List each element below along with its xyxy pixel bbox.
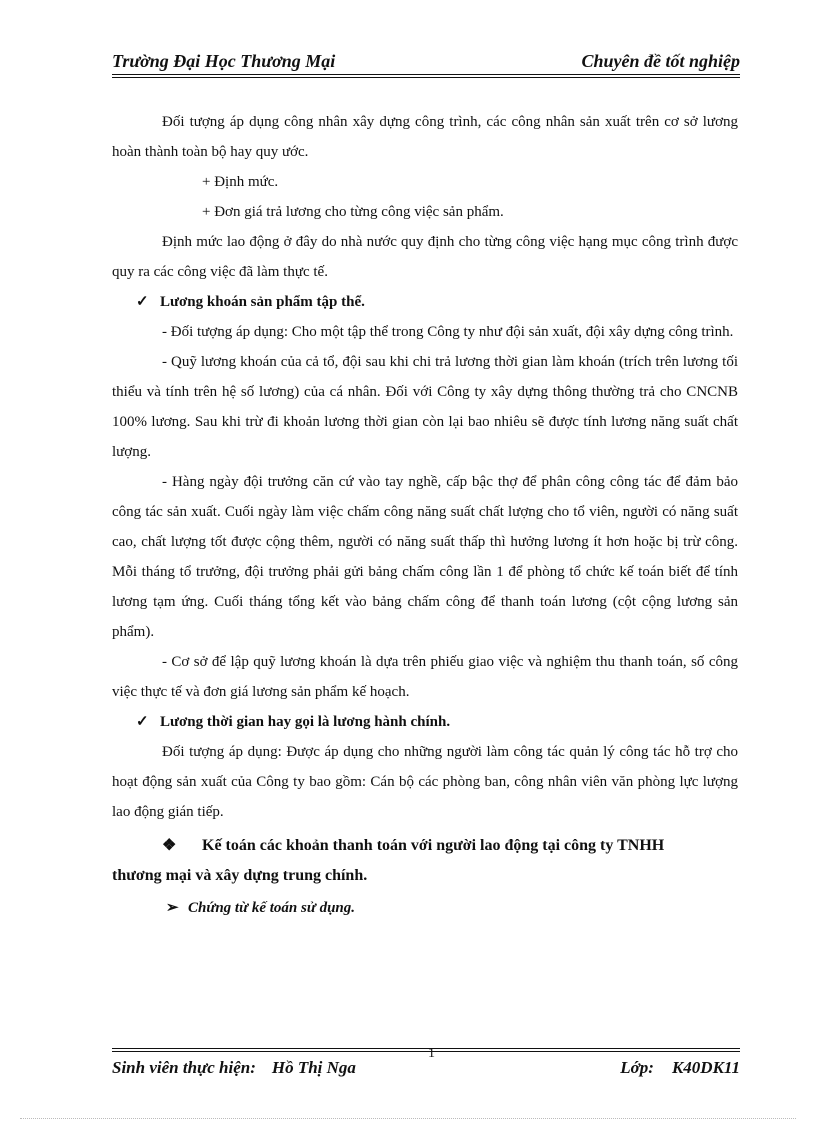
section-heading — [112, 287, 738, 317]
paragraph: - Hàng ngày đội trưởng căn cứ vào tay nghề, cấp bậc thợ để phân công công tác để đảm bảo công tác sản xuất. Cuối ngày làm việc chấm công năng suất chất lượng cho tổ viên, người có năng suất cao, chất lượng tốt được cộng thêm, người có năng suất thấp thì hưởng lương ít hơn hoặc bị trừ công. Mỗi tháng tổ trưởng, đội trưởng phải gửi bảng chấm công lần 1 để phòng tổ chức kế toán biết để tính lương tạm ứng. Cuối tháng tổng kết vào bảng chấm công để thanh toán lương (cột cộng lương sản phẩm). — [112, 474, 738, 640]
chapter-heading-text: Kế toán các khoản thanh toán với người lao động tại công ty TNHH — [202, 837, 665, 854]
page-number: 1 — [428, 1046, 435, 1061]
diamond-bullet-icon: ❖ — [162, 837, 177, 854]
arrow-bullet-icon: ➢ — [166, 900, 179, 916]
student-label: Sinh viên thực hiện: — [112, 1058, 256, 1077]
class-label: Lớp: — [620, 1058, 654, 1077]
checkmark-icon: ✓ — [136, 294, 149, 310]
page-bottom-border — [20, 1118, 796, 1119]
paragraph: Định mức lao động ở đây do nhà nước quy định cho từng công việc hạng mục công trình được quy ra các công việc đã làm thực tế. — [112, 234, 738, 280]
chapter-heading — [112, 831, 738, 861]
footer-student — [112, 1058, 356, 1078]
footer-class — [620, 1058, 740, 1078]
class-value: K40DK11 — [671, 1058, 740, 1077]
section-heading-text: Lương khoán sản phẩm tập thể. — [160, 294, 365, 310]
section-heading-text: Lương thời gian hay gọi là lương hành chính. — [160, 714, 451, 730]
header-report-title: Chuyên đề tốt nghiệp — [581, 51, 740, 71]
checkmark-icon: ✓ — [136, 714, 149, 730]
page-body — [112, 107, 738, 923]
header-school-name: Trường Đại Học Thương Mại — [112, 51, 336, 71]
paragraph: - Đối tượng áp dụng: Cho một tập thể trong Công ty như đội sản xuất, đội xây dựng công trình. — [162, 324, 734, 340]
subsection-heading-text: Chứng từ kế toán sử dụng. — [188, 900, 356, 916]
student-name: Hồ Thị Nga — [271, 1058, 356, 1077]
section-heading — [112, 707, 738, 737]
page-footer — [112, 1048, 740, 1084]
paragraph: Đối tượng áp dụng: Được áp dụng cho những người làm công tác quản lý công tác hỗ trợ cho hoạt động sản xuất của Công ty bao gồm: Cán bộ các phòng ban, công nhân viên văn phòng lực lượng lao động gián tiếp. — [112, 744, 738, 820]
chapter-heading-continuation: thương mại và xây dựng trung chính. — [112, 867, 368, 884]
subsection-heading — [112, 893, 738, 923]
page-header — [112, 40, 740, 78]
paragraph: + Định mức. — [202, 174, 279, 190]
paragraph: - Quỹ lương khoán của cả tổ, đội sau khi chi trả lương thời gian làm khoán (trích trên lương tối thiểu và tính trên hệ số lương) của cá nhân. Đối với Công ty xây dựng thông thường trả cho CNCNB 100% lương. Sau khi trừ đi khoản lương thời gian còn lại bao nhiêu sẽ được tính lương năng suất chất lượng. — [112, 354, 738, 460]
paragraph: Đối tượng áp dụng công nhân xây dựng công trình, các công nhân sản xuất trên cơ sở lương hoàn thành toàn bộ hay quy ước. — [112, 114, 738, 160]
paragraph: + Đơn giá trả lương cho từng công việc sản phẩm. — [202, 204, 504, 220]
paragraph: - Cơ sở để lập quỹ lương khoán là dựa trên phiếu giao việc và nghiệm thu thanh toán, số công việc thực tế và đơn giá lương sản phẩm kế hoạch. — [112, 654, 738, 700]
